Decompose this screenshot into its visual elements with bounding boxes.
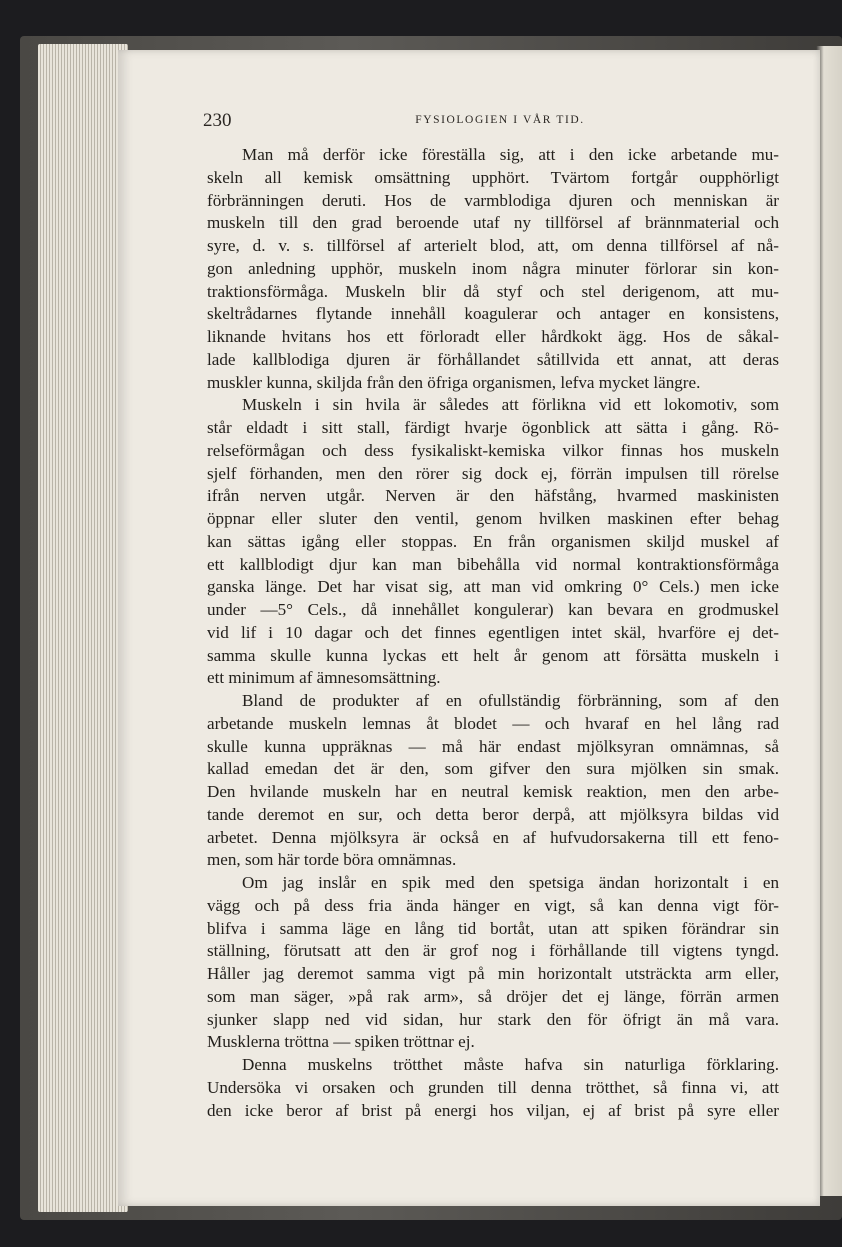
body-text bbox=[207, 144, 779, 1122]
text-line: men, som här torde böra omnämnas. bbox=[207, 850, 457, 870]
running-title: FYSIOLOGIEN I VÅR TID. bbox=[415, 114, 585, 126]
text-line: skeltrådarnes flytande innehåll koagulerar och antager en konsistens, bbox=[207, 304, 779, 324]
text-line: Håller jag deremot samma vigt på min horizontalt utsträckta arm eller, bbox=[207, 964, 779, 983]
page-edges bbox=[38, 44, 128, 1212]
text-line: ställning, förutsatt att den är grof nog i förhållande till vigtens tyngd. bbox=[207, 941, 779, 961]
text-line: skeln all kemisk omsättning upphört. Tvärtom fortgår oupphörligt bbox=[207, 167, 779, 187]
text-line: vägg och på dess fria ända hänger en vigt, så kan denna vigt för- bbox=[207, 895, 779, 915]
text-line: Muskeln i sin hvila är således att förlikna vid ett lokomotiv, som bbox=[242, 395, 779, 415]
text-line: Bland de produkter af en ofullständig förbränning, som af den bbox=[242, 691, 779, 710]
text-line: öppnar eller sluter den ventil, genom hvilken maskinen efter behag bbox=[207, 509, 779, 528]
text-line: kallad emedan det är den, som gifver den sura mjölken sin smak. bbox=[207, 759, 779, 779]
text-line: som man säger, »på rak arm», så dröjer det ej länge, förrän armen bbox=[207, 986, 779, 1006]
text-line: arbetande muskeln lemnas åt blodet — och hvaraf en hel lång rad bbox=[207, 713, 779, 733]
text-line: kan sättas igång eller stoppas. En från organismen skiljd muskel af bbox=[207, 531, 779, 551]
text-line: Undersöka vi orsaken och grunden till denna trötthet, så finna vi, att bbox=[207, 1077, 779, 1097]
text-line: samma skulle kunna lyckas ett helt år genom att försätta muskeln i bbox=[207, 645, 779, 665]
text-line: ett minimum af ämnesomsättning. bbox=[207, 668, 441, 688]
text-line: sjunker slapp ned vid sidan, hur stark den för öfrigt än må vara. bbox=[207, 1009, 779, 1029]
text-line: Den hvilande muskeln har en neutral kemisk reaktion, men den arbe- bbox=[207, 782, 779, 801]
text-line: står eldadt i sitt stall, färdigt hvarje ögonblick att sätta i gång. Rö- bbox=[207, 418, 779, 437]
page-header bbox=[203, 110, 783, 134]
text-line: gon anledning upphör, muskeln inom några minuter förlorar sin kon- bbox=[207, 258, 779, 278]
text-line: relseförmågan och dess fysikaliskt-kemiska vilkor finnas hos muskeln bbox=[207, 440, 779, 460]
page-number: 230 bbox=[203, 110, 232, 131]
text-line: Om jag inslår en spik med den spetsiga ändan horizontalt i en bbox=[242, 873, 779, 892]
text-line: traktionsförmåga. Muskeln blir då styf och stel derigenom, att mu- bbox=[207, 281, 779, 301]
text-line: Man må derför icke föreställa sig, att i den icke arbetande mu- bbox=[242, 145, 779, 164]
text-line: syre, d. v. s. tillförsel af arterielt blod, att, om denna tillförsel af nå- bbox=[207, 236, 779, 255]
text-line: tande deremot en sur, och detta beror derpå, att mjölksyra bildas vid bbox=[207, 804, 779, 824]
text-line: muskler kunna, skiljda från den öfriga organismen, lefva mycket längre. bbox=[207, 372, 701, 392]
text-line: ganska länge. Det har visat sig, att man vid omkring 0° Cels.) men icke bbox=[207, 577, 779, 597]
text-line: arbetet. Denna mjölksyra är också en af hufvudorsakerna till ett feno- bbox=[207, 827, 779, 847]
text-line: förbränningen deruti. Hos de varmblodiga djuren och menniskan är bbox=[207, 190, 779, 210]
text-line: Musklerna tröttna — spiken tröttnar ej. bbox=[207, 1032, 475, 1052]
text-line: sjelf förhanden, men den rörer sig dock ej, förrän impulsen till rörelse bbox=[207, 463, 779, 483]
text-line: ifrån nerven utgår. Nerven är den häfstång, hvarmed maskinisten bbox=[207, 486, 779, 506]
text-line: Denna muskelns trötthet måste hafva sin naturliga förklaring. bbox=[242, 1055, 779, 1074]
text-line: ett kallblodigt djur kan man bibehålla vid normal kontraktionsförmåga bbox=[207, 554, 779, 574]
text-line: den icke beror af brist på energi hos viljan, ej af brist på syre eller bbox=[207, 1100, 779, 1120]
text-line: blifva i samma läge en lång tid bortåt, utan att spiken förändrar sin bbox=[207, 918, 779, 938]
text-line: muskeln till den grad beroende utaf ny tillförsel af brännmaterial och bbox=[207, 213, 779, 233]
text-line: vid lif i 10 dagar och det finnes egentligen intet skäl, hvarföre ej det- bbox=[207, 622, 779, 642]
text-line: skulle kunna uppräknas — må här endast mjölksyran omnämnas, så bbox=[207, 736, 779, 756]
text-line: under —5° Cels., då innehållet kongulerar) kan bevara en grodmuskel bbox=[207, 600, 779, 619]
text-line: liknande hvitans hos ett förloradt eller hårdkokt ägg. Hos de såkal- bbox=[207, 327, 779, 346]
text-line: lade kallblodiga djuren är förhållandet såtillvida ett annat, att deras bbox=[207, 349, 779, 369]
